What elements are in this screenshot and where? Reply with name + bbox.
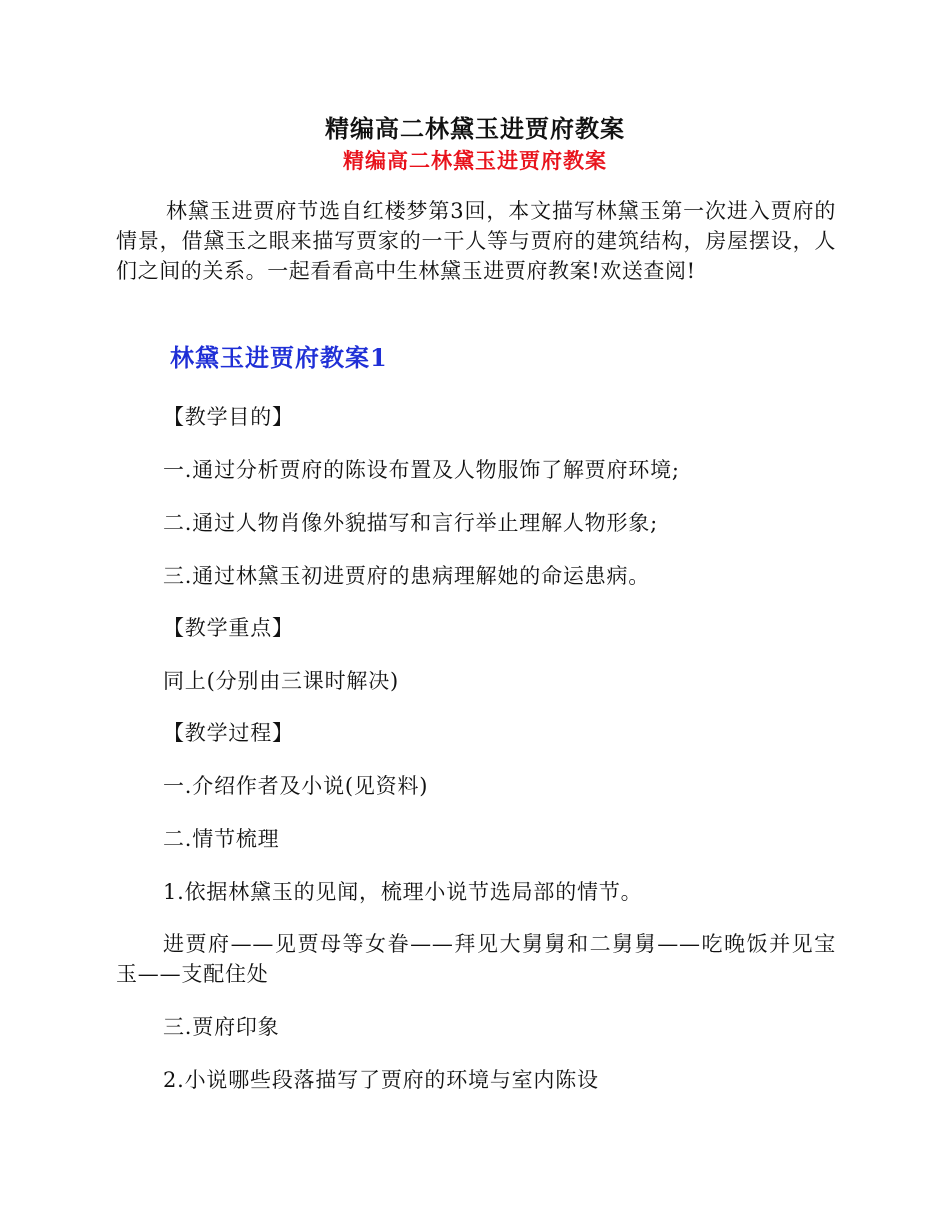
process-step-2: 二.情节梳理 — [163, 827, 280, 851]
document-subtitle: 精编高二林黛玉进贾府教案 — [343, 148, 607, 173]
goal-item-3: 三.通过林黛玉初进贾府的患病理解她的命运患病。 — [163, 564, 651, 588]
label-teaching-goal: 【教学目的】 — [163, 405, 294, 429]
process-step-1: 一.介绍作者及小说(见资料) — [163, 774, 429, 798]
plot-sequence: 进贾府——见贾母等女眷——拜见大舅舅和二舅舅——吃晚饭并见宝玉——支配住处 — [116, 932, 836, 986]
environment-question-2: 2.小说哪些段落描写了贾府的环境与室内陈设 — [163, 1068, 599, 1092]
intro-paragraph: 林黛玉进贾府节选自红楼梦第3回，本文描写林黛玉第一次进入贾府的情景，借黛玉之眼来描写贾家的一干人等与贾府的建筑结构，房屋摆设，人们之间的关系。一起看看高中生林黛玉进贾府教案!欢送查阅! — [116, 199, 836, 283]
document-title: 精编高二林黛玉进贾府教案 — [325, 114, 625, 143]
label-teaching-focus: 【教学重点】 — [163, 616, 294, 640]
goal-item-2: 二.通过人物肖像外貌描写和言行举止理解人物形象; — [163, 511, 658, 535]
label-teaching-process: 【教学过程】 — [163, 721, 294, 745]
goal-item-1: 一.通过分析贾府的陈设布置及人物服饰了解贾府环境; — [163, 458, 680, 482]
focus-text: 同上(分别由三课时解决) — [163, 669, 399, 693]
process-step-3: 三.贾府印象 — [163, 1015, 280, 1039]
plot-question-1: 1.依据林黛玉的见闻，梳理小说节选局部的情节。 — [163, 880, 643, 904]
section-heading: 林黛玉进贾府教案1 — [170, 343, 388, 372]
